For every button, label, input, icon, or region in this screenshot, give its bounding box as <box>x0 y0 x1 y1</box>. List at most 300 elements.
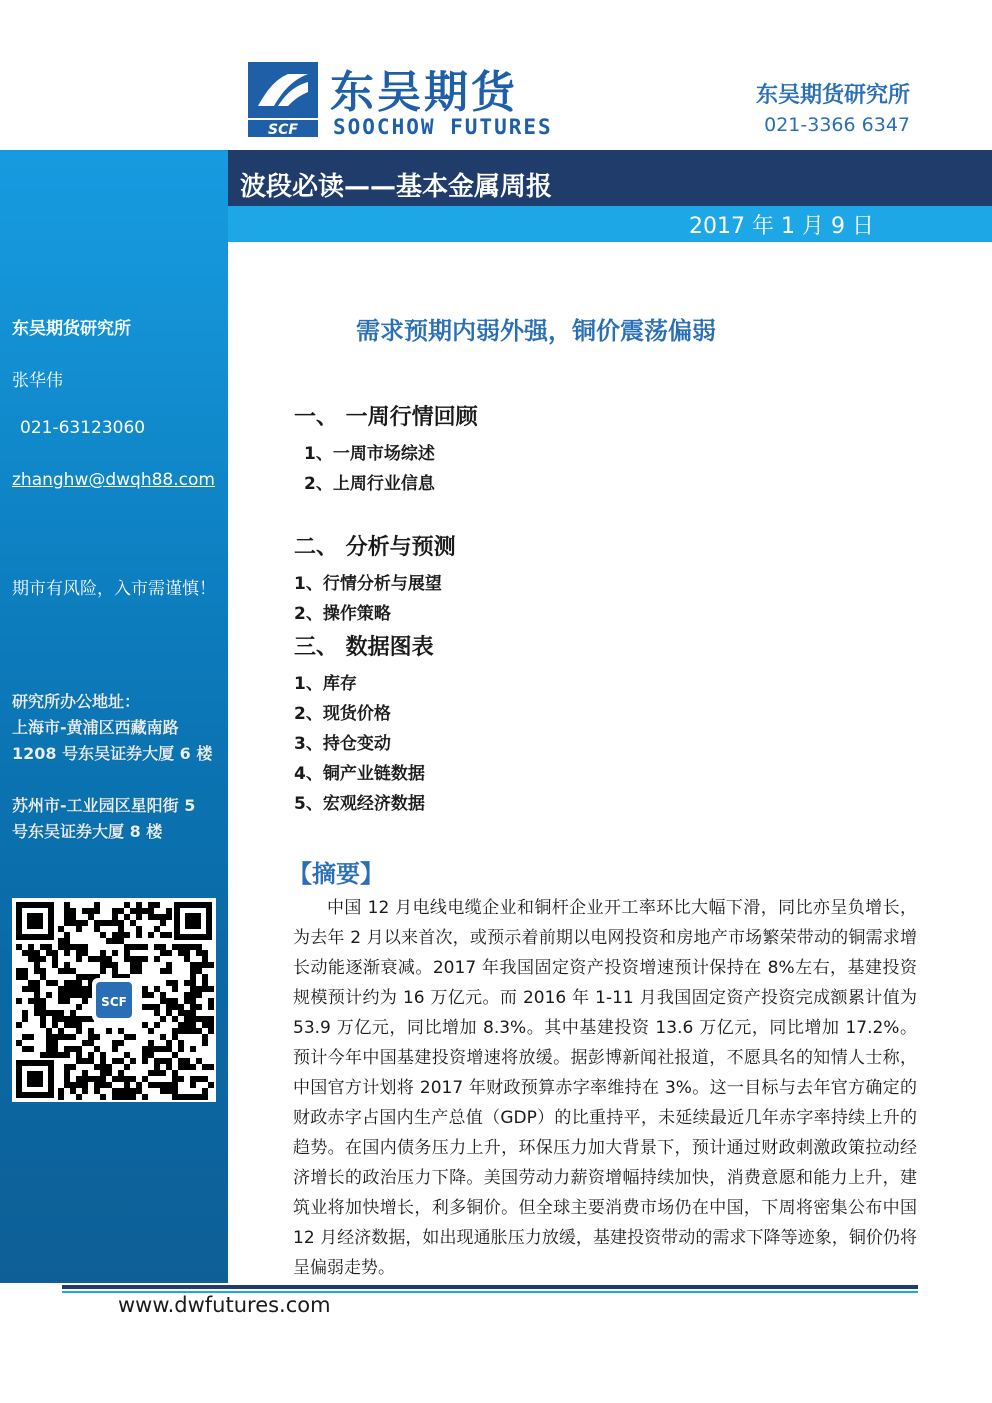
qr-module <box>52 1052 58 1058</box>
qr-module <box>94 908 100 914</box>
qr-module <box>118 920 124 926</box>
qr-module <box>202 980 208 986</box>
qr-module <box>118 1028 124 1034</box>
qr-module <box>118 932 124 938</box>
qr-module <box>130 962 136 968</box>
qr-module <box>58 1052 64 1058</box>
qr-module <box>112 1088 118 1094</box>
qr-module <box>70 908 76 914</box>
qr-module <box>178 1010 184 1016</box>
qr-module <box>160 1070 166 1076</box>
qr-module <box>154 986 160 992</box>
qr-module <box>172 1076 178 1082</box>
qr-module <box>124 950 130 956</box>
qr-module <box>100 1064 106 1070</box>
qr-module <box>166 932 172 938</box>
qr-module <box>154 1070 160 1076</box>
qr-module <box>64 980 70 986</box>
qr-module <box>178 1094 184 1100</box>
qr-module <box>76 1058 82 1064</box>
qr-module <box>64 1034 70 1040</box>
qr-module <box>172 1094 178 1100</box>
qr-module <box>70 1088 76 1094</box>
qr-module <box>106 962 112 968</box>
footer-website-link[interactable]: www.dwfutures.com <box>118 1293 331 1317</box>
qr-module <box>64 1046 70 1052</box>
qr-module <box>136 962 142 968</box>
qr-module <box>130 908 136 914</box>
qr-module <box>130 944 136 950</box>
qr-module <box>160 1046 166 1052</box>
qr-module <box>28 1034 34 1040</box>
qr-module <box>76 920 82 926</box>
qr-module <box>88 908 94 914</box>
qr-module <box>118 1088 124 1094</box>
qr-module <box>82 974 88 980</box>
qr-module <box>52 962 58 968</box>
qr-module <box>190 1028 196 1034</box>
qr-module <box>106 1028 112 1034</box>
qr-module <box>106 1082 112 1088</box>
qr-module <box>166 962 172 968</box>
qr-module <box>196 962 202 968</box>
qr-module <box>64 998 70 1004</box>
qr-module <box>208 998 214 1004</box>
qr-module <box>70 992 76 998</box>
qr-module <box>178 1028 184 1034</box>
qr-module <box>196 1094 202 1100</box>
qr-module <box>82 920 88 926</box>
qr-module <box>88 956 94 962</box>
company-logo-mark <box>248 62 318 137</box>
qr-module <box>82 1088 88 1094</box>
address-shanghai-line1: 上海市-黄浦区西藏南路 <box>12 718 179 737</box>
qr-module <box>70 968 76 974</box>
qr-module <box>190 1046 196 1052</box>
qr-module <box>22 968 28 974</box>
qr-module <box>70 980 76 986</box>
qr-module <box>160 992 166 998</box>
qr-module <box>94 920 100 926</box>
qr-module <box>160 998 166 1004</box>
qr-module <box>202 986 208 992</box>
qr-module <box>166 1040 172 1046</box>
qr-module <box>202 962 208 968</box>
qr-module <box>130 1076 136 1082</box>
qr-module <box>124 1052 130 1058</box>
qr-module <box>166 914 172 920</box>
qr-module <box>172 998 178 1004</box>
qr-module <box>64 992 70 998</box>
qr-module <box>184 1058 190 1064</box>
qr-module <box>190 1082 196 1088</box>
qr-module <box>70 1064 76 1070</box>
qr-module <box>52 1034 58 1040</box>
qr-module <box>94 1088 100 1094</box>
qr-module <box>124 902 130 908</box>
qr-module <box>94 1064 100 1070</box>
qr-module <box>52 1046 58 1052</box>
qr-module <box>184 1028 190 1034</box>
qr-module <box>40 1022 46 1028</box>
qr-module <box>106 1064 112 1070</box>
qr-module <box>106 938 112 944</box>
qr-module <box>208 1004 214 1010</box>
qr-module <box>178 950 184 956</box>
qr-module <box>190 986 196 992</box>
qr-module <box>154 902 160 908</box>
qr-module <box>100 962 106 968</box>
toc-item: 2、上周行业信息 <box>304 474 435 494</box>
qr-module <box>58 938 64 944</box>
qr-module <box>58 1034 64 1040</box>
qr-module <box>34 986 40 992</box>
qr-module <box>136 944 142 950</box>
qr-module <box>196 992 202 998</box>
qr-module <box>148 1046 154 1052</box>
qr-module <box>76 950 82 956</box>
qr-module <box>40 1010 46 1016</box>
qr-module <box>76 944 82 950</box>
qr-module <box>118 1040 124 1046</box>
qr-module <box>142 1094 148 1100</box>
qr-module <box>88 1052 94 1058</box>
qr-module <box>70 1082 76 1088</box>
qr-module <box>34 1010 40 1016</box>
qr-module <box>130 1058 136 1064</box>
qr-module <box>124 1094 130 1100</box>
qr-module <box>22 974 28 980</box>
qr-module <box>154 1010 160 1016</box>
qr-module <box>76 1076 82 1082</box>
qr-module <box>112 908 118 914</box>
qr-module <box>64 962 70 968</box>
qr-module <box>124 1064 130 1070</box>
qr-module <box>148 1052 154 1058</box>
qr-module <box>70 914 76 920</box>
qr-module <box>64 1070 70 1076</box>
qr-module <box>196 1004 202 1010</box>
qr-module <box>142 1052 148 1058</box>
qr-module <box>118 1058 124 1064</box>
qr-module <box>184 1016 190 1022</box>
qr-module <box>64 908 70 914</box>
qr-module <box>136 926 142 932</box>
qr-module <box>22 1034 28 1040</box>
qr-module <box>202 1034 208 1040</box>
qr-module <box>64 1016 70 1022</box>
qr-module <box>76 926 82 932</box>
qr-module <box>136 914 142 920</box>
qr-module <box>160 944 166 950</box>
qr-module <box>76 1094 82 1100</box>
qr-module <box>52 1016 58 1022</box>
qr-module <box>118 926 124 932</box>
qr-module <box>40 956 46 962</box>
qr-module <box>148 1004 154 1010</box>
qr-module <box>166 950 172 956</box>
qr-module <box>100 1082 106 1088</box>
qr-module <box>52 1022 58 1028</box>
qr-module <box>46 1028 52 1034</box>
qr-module <box>184 1094 190 1100</box>
qr-module <box>58 1016 64 1022</box>
qr-module <box>118 938 124 944</box>
qr-module <box>190 1094 196 1100</box>
summary-title: 【摘要】 <box>288 860 384 888</box>
qr-module <box>172 1016 178 1022</box>
qr-module <box>22 1046 28 1052</box>
qr-module <box>124 914 130 920</box>
qr-module <box>70 986 76 992</box>
toc-item: 2、现货价格 <box>294 704 391 724</box>
qr-module <box>34 992 40 998</box>
qr-module <box>130 920 136 926</box>
qr-module <box>82 908 88 914</box>
qr-module <box>172 1070 178 1076</box>
qr-module <box>148 908 154 914</box>
qr-module <box>178 1022 184 1028</box>
qr-module <box>28 956 34 962</box>
toc-heading-3: 三、 数据图表 <box>294 635 434 660</box>
qr-module <box>112 920 118 926</box>
qr-module <box>94 1082 100 1088</box>
qr-module <box>172 944 178 950</box>
qr-code <box>12 898 216 1102</box>
qr-module <box>40 1052 46 1058</box>
qr-module <box>94 1076 100 1082</box>
footer-divider <box>62 1285 918 1289</box>
qr-module <box>100 950 106 956</box>
qr-module <box>202 1094 208 1100</box>
qr-module <box>148 914 154 920</box>
qr-module <box>142 1076 148 1082</box>
toc-heading-2: 二、 分析与预测 <box>294 535 456 560</box>
qr-module <box>196 1076 202 1082</box>
qr-module <box>136 908 142 914</box>
toc-item: 1、一周市场综述 <box>304 444 435 464</box>
qr-module <box>28 1046 34 1052</box>
qr-module <box>136 1082 142 1088</box>
qr-module <box>124 1088 130 1094</box>
qr-module <box>58 986 64 992</box>
qr-module <box>184 944 190 950</box>
qr-module <box>208 986 214 992</box>
qr-module <box>202 1064 208 1070</box>
qr-module <box>112 932 118 938</box>
qr-module <box>58 926 64 932</box>
qr-module <box>100 920 106 926</box>
qr-module <box>28 944 34 950</box>
qr-module <box>190 1076 196 1082</box>
qr-module <box>70 944 76 950</box>
qr-module <box>190 1022 196 1028</box>
qr-module <box>136 956 142 962</box>
qr-module <box>142 1058 148 1064</box>
qr-module <box>136 968 142 974</box>
qr-module <box>70 1016 76 1022</box>
svg-text:SCF: SCF <box>101 995 127 1009</box>
qr-module <box>88 974 94 980</box>
qr-module <box>46 992 52 998</box>
qr-module <box>34 968 40 974</box>
qr-module <box>154 914 160 920</box>
qr-module <box>154 1022 160 1028</box>
qr-module <box>130 1094 136 1100</box>
qr-module <box>148 1028 154 1034</box>
qr-module <box>16 998 22 1004</box>
qr-module <box>184 1022 190 1028</box>
logo-english-name: SOOCHOW FUTURES <box>333 115 553 139</box>
qr-module <box>118 908 124 914</box>
qr-module <box>52 1040 58 1046</box>
qr-module <box>82 1076 88 1082</box>
qr-module <box>190 1004 196 1010</box>
qr-module <box>208 1082 214 1088</box>
qr-module <box>16 1040 22 1046</box>
qr-module <box>70 1010 76 1016</box>
qr-module <box>172 1034 178 1040</box>
qr-module <box>166 968 172 974</box>
qr-module <box>142 956 148 962</box>
summary-body: 中国 12 月电线电缆企业和铜杆企业开工率环比大幅下滑，同比亦呈负增长，为去年 2 月以来首次，或预示着前期以电网投资和房地产市场繁荣带动的铜需求增长动能逐渐衰减。2017 年我国固定资产投资增速预计保持在 8%左右，基建投资规模预计约为 16 万亿元。而 2016 年 1-11 月我国固定资产投资完成额累计值为 53.9 万亿元，同比增加 8.3%。其中基建投资 13.6 万亿元，同比增加 17.2%。预计今年中国基建投资增速将放缓。据彭博新闻社报道，不愿具名的知情人士称，中国官方计划将 2017 年财政预算赤字率维持在 3%。这一目标与去年官方确定的财政赤字占国内生产总值（GDP）的比重持平，未延续最近几年赤字率持续上升的趋势。在国内债务压力上升，环保压力加大背景下，预计通过财政刺激政策拉动经济增长的政治压力下降。美国劳动力薪资增幅持续加快，消费意愿和能力上升，建筑业将加快增长，利多铜价。但全球主要消费市场仍在中国，下周将密集公布中国 12 月经济数据，如出现通胀压力放缓，基建投资带动的需求下降等迹象，铜价仍将呈偏弱走势。 <box>293 898 917 1278</box>
qr-module <box>190 992 196 998</box>
qr-module <box>184 992 190 998</box>
address-suzhou-line1: 苏州市-工业园区星阳街 5 <box>12 796 196 815</box>
qr-module <box>82 944 88 950</box>
qr-module <box>58 1094 64 1100</box>
qr-module <box>94 926 100 932</box>
qr-module <box>112 938 118 944</box>
qr-module <box>142 1004 148 1010</box>
address-shanghai-line2: 1208 号东吴证券大厦 6 楼 <box>12 744 213 763</box>
qr-module <box>172 986 178 992</box>
qr-module <box>190 962 196 968</box>
qr-module <box>64 968 70 974</box>
toc-item: 3、持仓变动 <box>294 734 391 754</box>
qr-module <box>82 1082 88 1088</box>
qr-module <box>76 986 82 992</box>
qr-module <box>76 1016 82 1022</box>
qr-module <box>196 950 202 956</box>
qr-module <box>94 902 100 908</box>
qr-module <box>64 1082 70 1088</box>
toc-item: 1、库存 <box>294 674 357 694</box>
qr-module <box>112 1058 118 1064</box>
qr-module <box>178 1046 184 1052</box>
qr-module <box>112 1040 118 1046</box>
qr-module <box>76 1082 82 1088</box>
qr-module <box>52 980 58 986</box>
qr-module <box>16 974 22 980</box>
qr-module <box>58 1010 64 1016</box>
qr-module <box>196 1058 202 1064</box>
qr-module <box>148 1082 154 1088</box>
qr-module <box>196 968 202 974</box>
qr-module <box>64 950 70 956</box>
qr-module <box>148 1070 154 1076</box>
qr-module <box>76 1022 82 1028</box>
qr-module <box>100 1076 106 1082</box>
sidebar-phone: 021-63123060 <box>20 418 146 438</box>
qr-module <box>76 974 82 980</box>
qr-module <box>94 1034 100 1040</box>
qr-module <box>82 1016 88 1022</box>
toc-item: 1、行情分析与展望 <box>294 574 442 594</box>
qr-module <box>124 1082 130 1088</box>
qr-module <box>154 1082 160 1088</box>
qr-module <box>142 992 148 998</box>
qr-module <box>40 974 46 980</box>
qr-module <box>40 1004 46 1010</box>
qr-module <box>46 1010 52 1016</box>
qr-module <box>160 914 166 920</box>
qr-module <box>70 1022 76 1028</box>
qr-module <box>166 998 172 1004</box>
qr-module <box>52 950 58 956</box>
qr-module <box>124 932 130 938</box>
qr-module <box>178 1076 184 1082</box>
qr-module <box>82 1058 88 1064</box>
qr-module <box>154 1064 160 1070</box>
date-band <box>228 206 992 242</box>
qr-module <box>100 1094 106 1100</box>
qr-module <box>172 1052 178 1058</box>
qr-module <box>124 944 130 950</box>
qr-module <box>196 944 202 950</box>
qr-module <box>112 968 118 974</box>
qr-module <box>58 998 64 1004</box>
qr-module <box>178 1040 184 1046</box>
report-headline: 需求预期内弱外强，铜价震荡偏弱 <box>356 317 716 345</box>
qr-module <box>106 920 112 926</box>
qr-module <box>178 944 184 950</box>
qr-module <box>166 1010 172 1016</box>
qr-module <box>28 998 34 1004</box>
qr-module <box>184 980 190 986</box>
address-label: 研究所办公地址： <box>12 692 141 711</box>
qr-module <box>166 1046 172 1052</box>
qr-module <box>52 956 58 962</box>
qr-module <box>112 962 118 968</box>
qr-module <box>58 1088 64 1094</box>
qr-module <box>46 980 52 986</box>
qr-module <box>112 1094 118 1100</box>
qr-module <box>64 938 70 944</box>
qr-module <box>100 1058 106 1064</box>
qr-module <box>82 1070 88 1076</box>
sidebar-top-blank <box>0 0 228 150</box>
qr-module <box>154 926 160 932</box>
qr-module <box>46 944 52 950</box>
qr-module <box>136 902 142 908</box>
qr-module <box>142 944 148 950</box>
toc-item: 4、铜产业链数据 <box>294 764 425 784</box>
qr-module <box>16 944 22 950</box>
qr-module <box>208 962 214 968</box>
qr-module <box>142 908 148 914</box>
qr-module <box>130 968 136 974</box>
sidebar-email-link[interactable]: zhanghw@dwqh88.com <box>12 470 215 490</box>
qr-module <box>172 1088 178 1094</box>
qr-module <box>202 950 208 956</box>
qr-module <box>148 932 154 938</box>
qr-module <box>40 1016 46 1022</box>
qr-module <box>64 914 70 920</box>
qr-module <box>202 1088 208 1094</box>
qr-module <box>208 1064 214 1070</box>
qr-module <box>46 1052 52 1058</box>
